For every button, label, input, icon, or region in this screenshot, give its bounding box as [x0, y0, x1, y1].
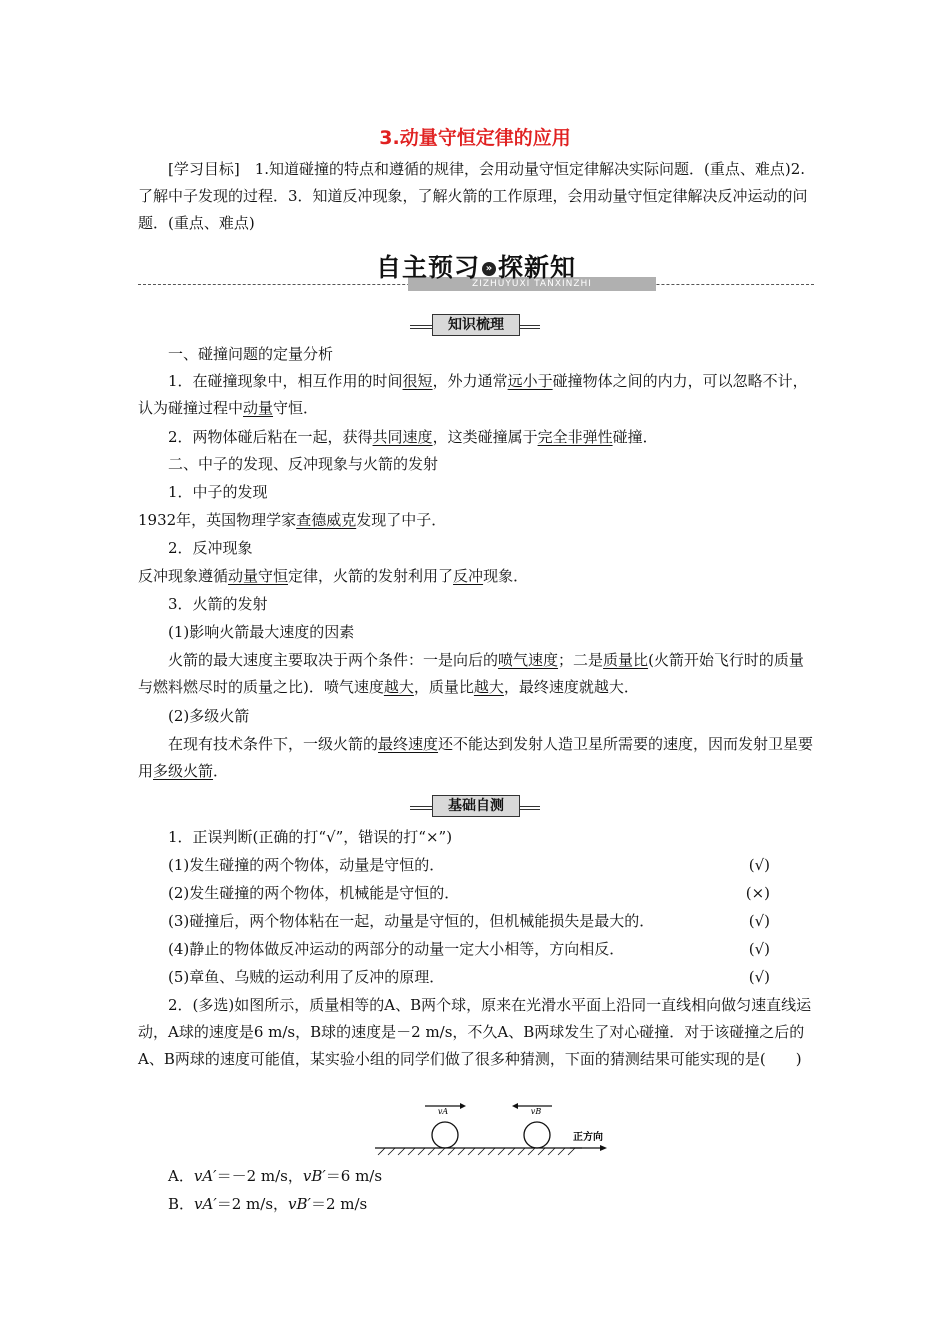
paragraph-recoil: [138, 563, 814, 590]
answer-blank: 越大: [383, 678, 414, 696]
judgment-text: (4)静止的物体做反冲运动的两部分的动量一定大小相等，方向相反．: [168, 940, 625, 958]
subheading-neutron: 1．中子的发现: [168, 483, 268, 501]
label-vb: vB: [530, 1107, 542, 1116]
text: 还不能达到发射人造卫星所需要的速度，因而发射卫星要用: [138, 735, 814, 780]
paragraph-1-1: [138, 368, 814, 422]
judgment-item: [138, 852, 814, 879]
judgment-item: [138, 936, 814, 963]
answer-blank: 喷气速度: [498, 651, 559, 669]
question-1-title: 1．正误判断(正确的打“√”，错误的打“×”): [168, 828, 453, 846]
option-var: vB′: [288, 1195, 311, 1213]
paragraph-rocket-speed: [138, 647, 814, 701]
banner-title-right: 探新知: [498, 253, 577, 282]
answer-blank: 多级火箭: [153, 762, 214, 780]
tag-knowledge: [410, 313, 540, 337]
text: 发现了中子．: [356, 511, 447, 529]
text: ，最终速度就越大．: [503, 678, 639, 696]
answer-blank: 动量: [243, 399, 274, 417]
text: ，质量比: [413, 678, 474, 696]
answer-blank: 越大: [473, 678, 504, 696]
text: 在现有技术条件下，一级火箭的: [168, 735, 379, 753]
banner-subtitle: ZIZHUYUXI TANXINZHI: [408, 277, 656, 291]
judgment-mark: (√): [748, 940, 770, 958]
option-value: ＝2 m/s: [310, 1195, 368, 1213]
text: ．: [213, 762, 229, 780]
label-va: vA: [437, 1107, 449, 1116]
answer-blank: 质量比: [603, 651, 649, 669]
option-b: [138, 1191, 814, 1218]
arrow-b-head-icon: [512, 1103, 518, 1109]
subheading-multistage: (2)多级火箭: [168, 707, 250, 725]
judgment-text: (3)碰撞后，两个物体粘在一起，动量是守恒的，但机械能损失是最大的．: [168, 912, 655, 930]
option-var: vA′: [193, 1167, 217, 1185]
option-value: ＝－2 m/s，: [216, 1167, 303, 1185]
page-title: 3.动量守恒定律的应用: [379, 127, 571, 149]
question-2-text: 2．(多选)如图所示，质量相等的A、B两个球，原来在光滑水平面上沿同一直线相向做匀速直线运动，A球的速度是6 m/s，B球的速度是－2 m/s，不久A、B两球发生了对心碰撞．对于该碰撞之后的A、B两球的速度可能值，某实验小组的同学们做了很多种猜测，下面的猜测结果可能实现的是( ): [138, 996, 812, 1068]
subheading-recoil: 2．反冲现象: [168, 539, 253, 557]
text: 碰撞．: [612, 428, 658, 446]
option-var: vA′: [194, 1195, 217, 1213]
paragraph-multistage: [138, 731, 814, 785]
judgment-item: [138, 908, 814, 935]
text: 1．在碰撞现象中，相互作用的时间: [168, 372, 403, 390]
text: 现象．: [483, 567, 529, 585]
answer-blank: 最终速度: [378, 735, 439, 753]
text: (火箭开始飞行时的质量与燃料燃尽时的质量之比)．喷气速度: [138, 651, 804, 696]
judgment-item: [138, 964, 814, 991]
tag-selftest: [410, 794, 540, 818]
text: 反冲现象遵循: [138, 567, 229, 585]
ball-a: [432, 1122, 458, 1148]
direction-arrow-head-icon: [600, 1145, 607, 1151]
arrow-a-head-icon: [460, 1103, 466, 1109]
answer-blank: 查德威克: [296, 511, 357, 529]
text: 2．两物体碰后粘在一起，获得: [168, 428, 373, 446]
subheading-rocket: 3．火箭的发射: [168, 595, 268, 613]
judgment-text: (1)发生碰撞的两个物体，动量是守恒的．: [168, 856, 445, 874]
section-1-heading: 一、碰撞问题的定量分析: [168, 345, 334, 363]
learning-objectives: [学习目标] 1.知道碰撞的特点和遵循的规律，会用动量守恒定律解决实际问题．(重点、难点)2.了解中子发现的过程．3．知道反冲现象，了解火箭的工作原理，会用动量守恒定律解决反冲运动的问题．(重点、难点): [138, 160, 808, 232]
judgment-text: (2)发生碰撞的两个物体，机械能是守恒的．: [168, 884, 460, 902]
judgment-mark: (×): [745, 884, 770, 902]
judgment-item: [138, 880, 814, 907]
direction-label: 正方向: [573, 1132, 603, 1143]
answer-blank: 动量守恒: [228, 567, 289, 585]
judgment-mark: (√): [748, 856, 770, 874]
option-letter: B．: [168, 1195, 195, 1213]
option-a: [138, 1163, 814, 1190]
answer-blank: 共同速度: [372, 428, 433, 446]
judgment-mark: (√): [748, 912, 770, 930]
banner-arrow-icon: »: [482, 262, 496, 276]
answer-blank: 反冲: [453, 567, 484, 585]
answer-blank: 很短: [402, 372, 433, 390]
tag-selftest-label: 基础自测: [432, 795, 520, 817]
answer-blank: 远小于: [507, 372, 553, 390]
text: 定律，火箭的发射利用了: [288, 567, 454, 585]
text: 1932年，英国物理学家: [138, 511, 297, 529]
text: 守恒．: [273, 399, 319, 417]
section-2-heading: 二、中子的发现、反冲现象与火箭的发射: [168, 455, 439, 473]
answer-blank: 完全非弹性: [537, 428, 613, 446]
text: ，这类碰撞属于: [432, 428, 538, 446]
ground-hatching: [378, 1148, 575, 1155]
text: 碰撞物体之间的内力，可以忽略不计，认为碰撞过程中: [138, 372, 808, 417]
collision-figure: [370, 1100, 620, 1162]
option-value: ＝6 m/s: [325, 1167, 383, 1185]
text: 火箭的最大速度主要取决于两个条件：一是向后的: [168, 651, 499, 669]
banner-title: [138, 248, 814, 284]
judgment-mark: (√): [748, 968, 770, 986]
option-value: ＝2 m/s，: [216, 1195, 289, 1213]
option-letter: A．: [168, 1167, 194, 1185]
tag-knowledge-label: 知识梳理: [432, 314, 520, 336]
paragraph-1-2: [138, 424, 814, 451]
text: ；二是: [558, 651, 604, 669]
section-banner: [138, 248, 814, 298]
text: ，外力通常: [432, 372, 508, 390]
judgment-text: (5)章鱼、乌贼的运动利用了反冲的原理．: [168, 968, 445, 986]
banner-title-left: 自主预习: [375, 253, 480, 282]
paragraph-neutron: [138, 507, 814, 534]
ball-b: [524, 1122, 550, 1148]
option-var: vB′: [302, 1167, 326, 1185]
subheading-rocket-speed: (1)影响火箭最大速度的因素: [168, 623, 355, 641]
